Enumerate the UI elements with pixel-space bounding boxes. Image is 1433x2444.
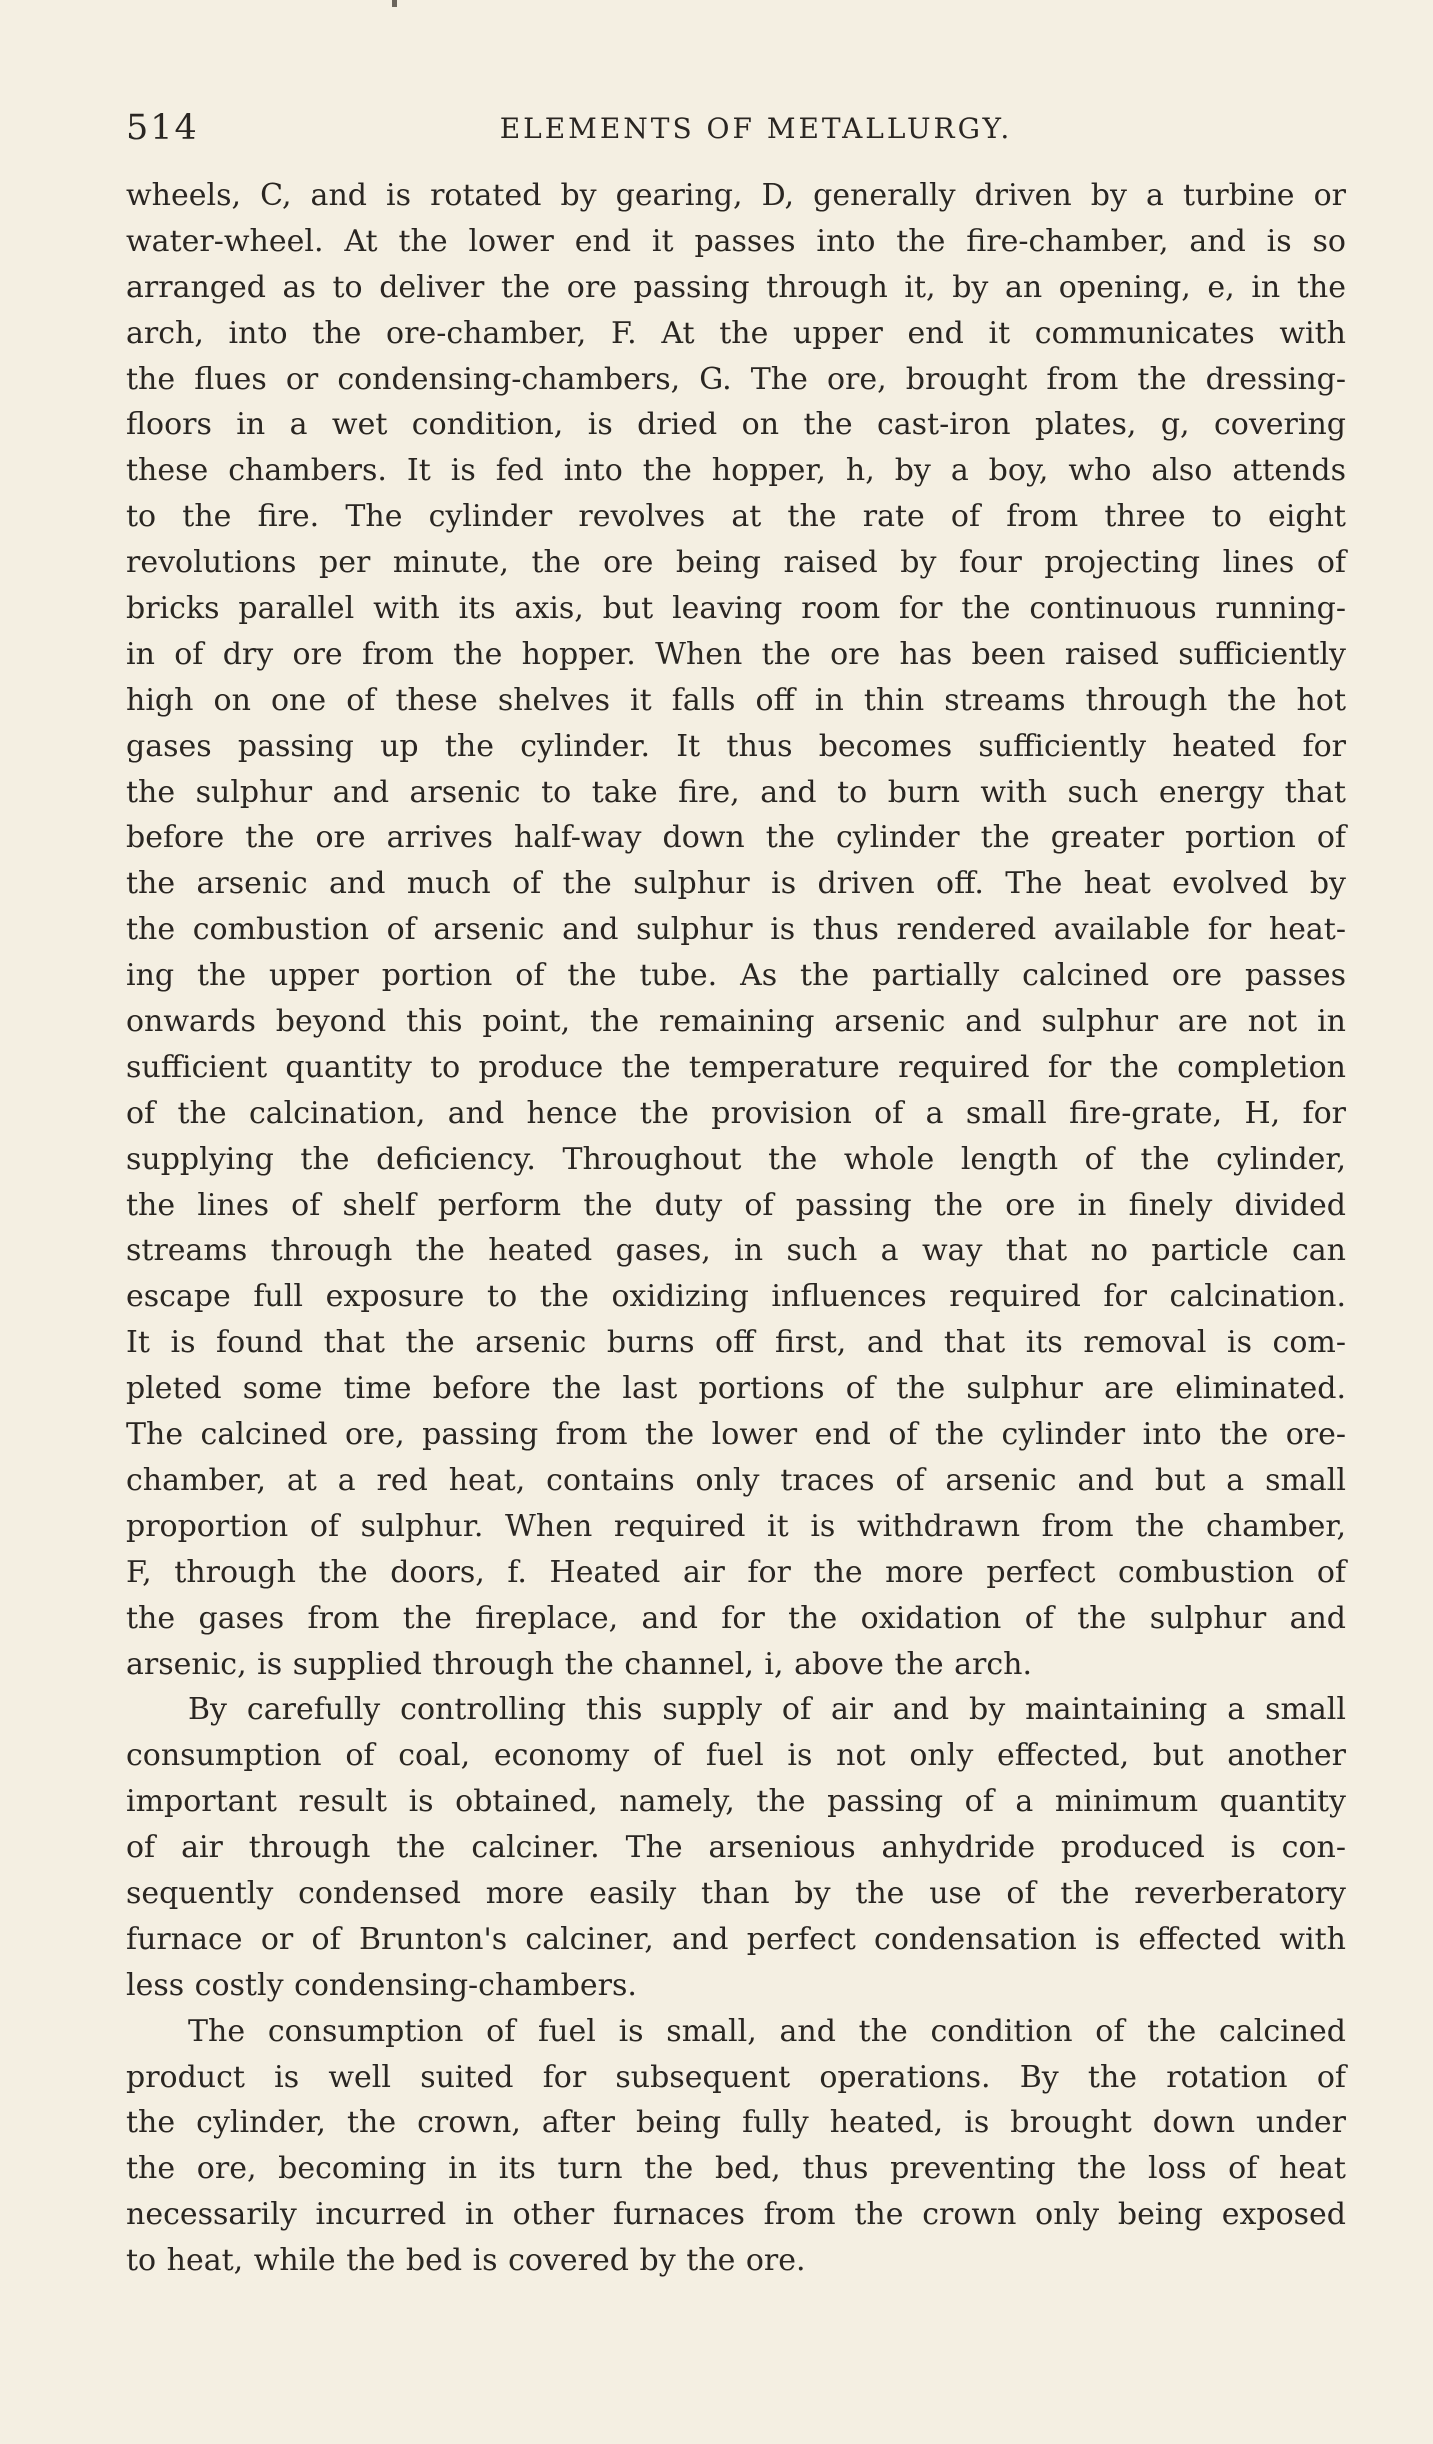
text-line: arsenic, is supplied through the channel, i, above the arch. bbox=[126, 1646, 1033, 1682]
text-line: The calcined ore, passing from the lower end of the cylinder into the ore- bbox=[126, 1417, 1346, 1453]
text-line: It is found that the arsenic burns off first, and that its removal is com- bbox=[126, 1325, 1346, 1361]
text-line: the ore, becoming in its turn the bed, thus preventing the loss of heat bbox=[126, 2151, 1346, 2187]
text-line: the gases from the fireplace, and for the oxidation of the sulphur and bbox=[126, 1600, 1346, 1636]
text-line: F, through the doors, f. Heated air for the more perfect combustion of bbox=[126, 1554, 1346, 1590]
text-line: the lines of shelf perform the duty of passing the ore in finely divided bbox=[126, 1187, 1346, 1223]
running-title: ELEMENTS OF METALLURGY. bbox=[499, 112, 1013, 145]
page-number: 514 bbox=[126, 108, 199, 148]
text-line: in of dry ore from the hopper. When the ore has been raised sufficiently bbox=[126, 636, 1346, 672]
text-line: arch, into the ore-chamber, F. At the upper end it communicates with bbox=[126, 315, 1346, 351]
text-line: supplying the deficiency. Throughout the whole length of the cylinder, bbox=[126, 1141, 1346, 1177]
text-line: proportion of sulphur. When required it is withdrawn from the chamber, bbox=[126, 1508, 1346, 1544]
text-line: arranged as to deliver the ore passing through it, by an opening, e, in the bbox=[126, 269, 1346, 305]
text-line: water-wheel. At the lower end it passes into the fire-chamber, and is so bbox=[126, 223, 1346, 259]
text-line: less costly condensing-chambers. bbox=[126, 1967, 637, 2003]
text-line: gases passing up the cylinder. It thus becomes sufficiently heated for bbox=[126, 728, 1346, 764]
text-line: the sulphur and arsenic to take fire, and to burn with such energy that bbox=[126, 774, 1346, 810]
text-line: necessarily incurred in other furnaces from the crown only being exposed bbox=[126, 2197, 1346, 2233]
text-line: The consumption of fuel is small, and the condition of the calcined bbox=[188, 2013, 1346, 2049]
text-line: chamber, at a red heat, contains only traces of arsenic and but a small bbox=[126, 1462, 1346, 1498]
text-line: the combustion of arsenic and sulphur is thus rendered available for heat- bbox=[126, 912, 1346, 948]
text-line: streams through the heated gases, in such a way that no particle can bbox=[126, 1233, 1346, 1269]
text-line: the flues or condensing-chambers, G. The ore, brought from the dressing- bbox=[126, 361, 1346, 397]
text-line: high on one of these shelves it falls off in thin streams through the hot bbox=[126, 682, 1346, 718]
text-line: bricks parallel with its axis, but leaving room for the continuous running- bbox=[126, 591, 1346, 627]
text-line: wheels, C, and is rotated by gearing, D, generally driven by a turbine or bbox=[126, 178, 1346, 213]
text-line: product is well suited for subsequent operations. By the rotation of bbox=[126, 2059, 1346, 2095]
body-text bbox=[126, 173, 1346, 2284]
text-line: the cylinder, the crown, after being fully heated, is brought down under bbox=[126, 2105, 1346, 2141]
text-line: onwards beyond this point, the remaining arsenic and sulphur are not in bbox=[126, 1004, 1346, 1040]
text-line: sufficient quantity to produce the temperature required for the completion bbox=[126, 1049, 1346, 1085]
text-line: the arsenic and much of the sulphur is driven off. The heat evolved by bbox=[126, 866, 1346, 902]
text-line: sequently condensed more easily than by the use of the reverberatory bbox=[126, 1875, 1346, 1911]
print-speck bbox=[392, 0, 397, 7]
text-line: floors in a wet condition, is dried on the cast-iron plates, g, covering bbox=[126, 407, 1346, 443]
text-line: consumption of coal, economy of fuel is not only effected, but another bbox=[126, 1738, 1346, 1774]
paragraph bbox=[126, 2009, 1346, 2284]
paragraph bbox=[126, 173, 1346, 1687]
text-line: of the calcination, and hence the provision of a small fire-grate, H, for bbox=[126, 1095, 1346, 1131]
text-line: these chambers. It is fed into the hopper, h, by a boy, who also attends bbox=[126, 453, 1346, 489]
text-line: revolutions per minute, the ore being raised by four projecting lines of bbox=[126, 545, 1346, 581]
text-line: ing the upper portion of the tube. As the partially calcined ore passes bbox=[126, 958, 1346, 994]
text-line: pleted some time before the last portions of the sulphur are eliminated. bbox=[126, 1371, 1346, 1407]
text-line: escape full exposure to the oxidizing influences required for calcination. bbox=[126, 1279, 1346, 1315]
paragraph bbox=[126, 1687, 1346, 2008]
text-line: of air through the calciner. The arsenious anhydride produced is con- bbox=[126, 1830, 1346, 1866]
text-line: to the fire. The cylinder revolves at the rate of from three to eight bbox=[126, 499, 1346, 535]
text-line: to heat, while the bed is covered by the ore. bbox=[126, 2243, 806, 2279]
text-line: By carefully controlling this supply of air and by maintaining a small bbox=[188, 1692, 1346, 1728]
page-header bbox=[126, 98, 1346, 158]
text-line: important result is obtained, namely, the passing of a minimum quantity bbox=[126, 1784, 1346, 1820]
text-line: before the ore arrives half-way down the cylinder the greater portion of bbox=[126, 820, 1346, 856]
text-line: furnace or of Brunton's calciner, and perfect condensation is effected with bbox=[126, 1921, 1346, 1957]
